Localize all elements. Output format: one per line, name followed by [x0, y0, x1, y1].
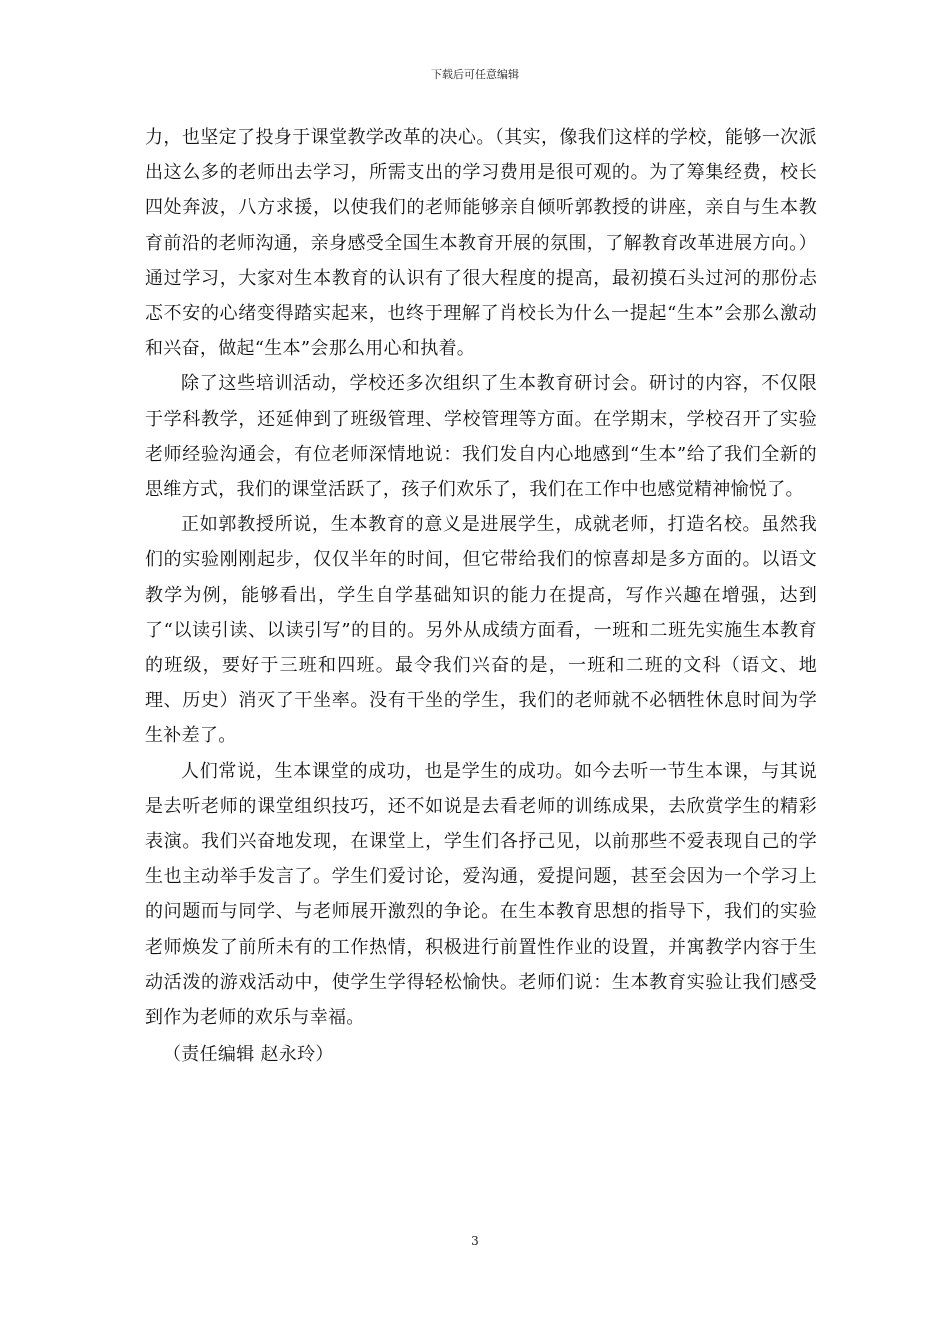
editor-note: （责任编辑 赵永玲） [163, 1044, 334, 1066]
paragraph-2: 除了这些培训活动，学校还多次组织了生本教育研讨会。研讨的内容，不仅限于学科教学，还延伸到了班级管理、学校管理等方面。在学期末，学校召开了实验老师经验沟通会，有位老师深情地说：我们发自内心地感到“生本”给了我们全新的思维方式，我们的课堂活跃了，孩子们欢乐了，我们在工作中也感觉精神愉悦了。 [145, 373, 817, 501]
page-header: 下载后可任意编辑 [431, 68, 519, 81]
paragraph-4: 人们常说，生本课堂的成功，也是学生的成功。如今去听一节生本课，与其说是去听老师的课堂组织技巧，还不如说是去看老师的训练成果，去欣赏学生的精彩表演。我们兴奋地发现，在课堂上，学生们各抒己见，以前那些不爱表现自己的学生也主动举手发言了。学生们爱讨论，爱沟通，爱提问题，甚至会因为一个学习上的问题而与同学、与老师展开激烈的争论。在生本教育思想的指导下，我们的实验老师焕发了前所未有的工作热情，积极进行前置性作业的设置，并寓教学内容于生动活泼的游戏活动中，使学生学得轻松愉快。老师们说：生本教育实验让我们感受到作为老师的欢乐与幸福。 [145, 760, 817, 1029]
paragraph-3: 正如郭教授所说，生本教育的意义是进展学生，成就老师，打造名校。虽然我们的实验刚刚起步，仅仅半年的时间，但它带给我们的惊喜却是多方面的。以语文教学为例，能够看出，学生自学基础知识的能力在提高，写作兴趣在增强，达到了“以读引读、以读引写”的目的。另外从成绩方面看，一班和二班先实施生本教育的班级，要好于三班和四班。最令我们兴奋的是，一班和二班的文科（语文、地理、历史）消灭了干坐率。没有干坐的学生，我们的老师就不必牺牲休息时间为学生补差了。 [145, 514, 817, 747]
article-body [145, 120, 817, 1072]
paragraph-1: 力，也坚定了投身于课堂教学改革的决心。（其实，像我们这样的学校，能够一次派出这么多的老师出去学习，所需支出的学习费用是很可观的。为了筹集经费，校长四处奔波，八方求援，以使我们的老师能够亲自倾听郭教授的讲座，亲自与生本教育前沿的老师沟通，亲身感受全国生本教育开展的氛围，了解教育改革进展方向。）通过学习，大家对生本教育的认识有了很大程度的提高，最初摸石头过河的那份忐忑不安的心绪变得踏实起来，也终于理解了肖校长为什么一提起“生本”会那么激动和兴奋，做起“生本”会那么用心和执着。 [145, 127, 817, 360]
page-number: 3 [471, 1234, 479, 1248]
